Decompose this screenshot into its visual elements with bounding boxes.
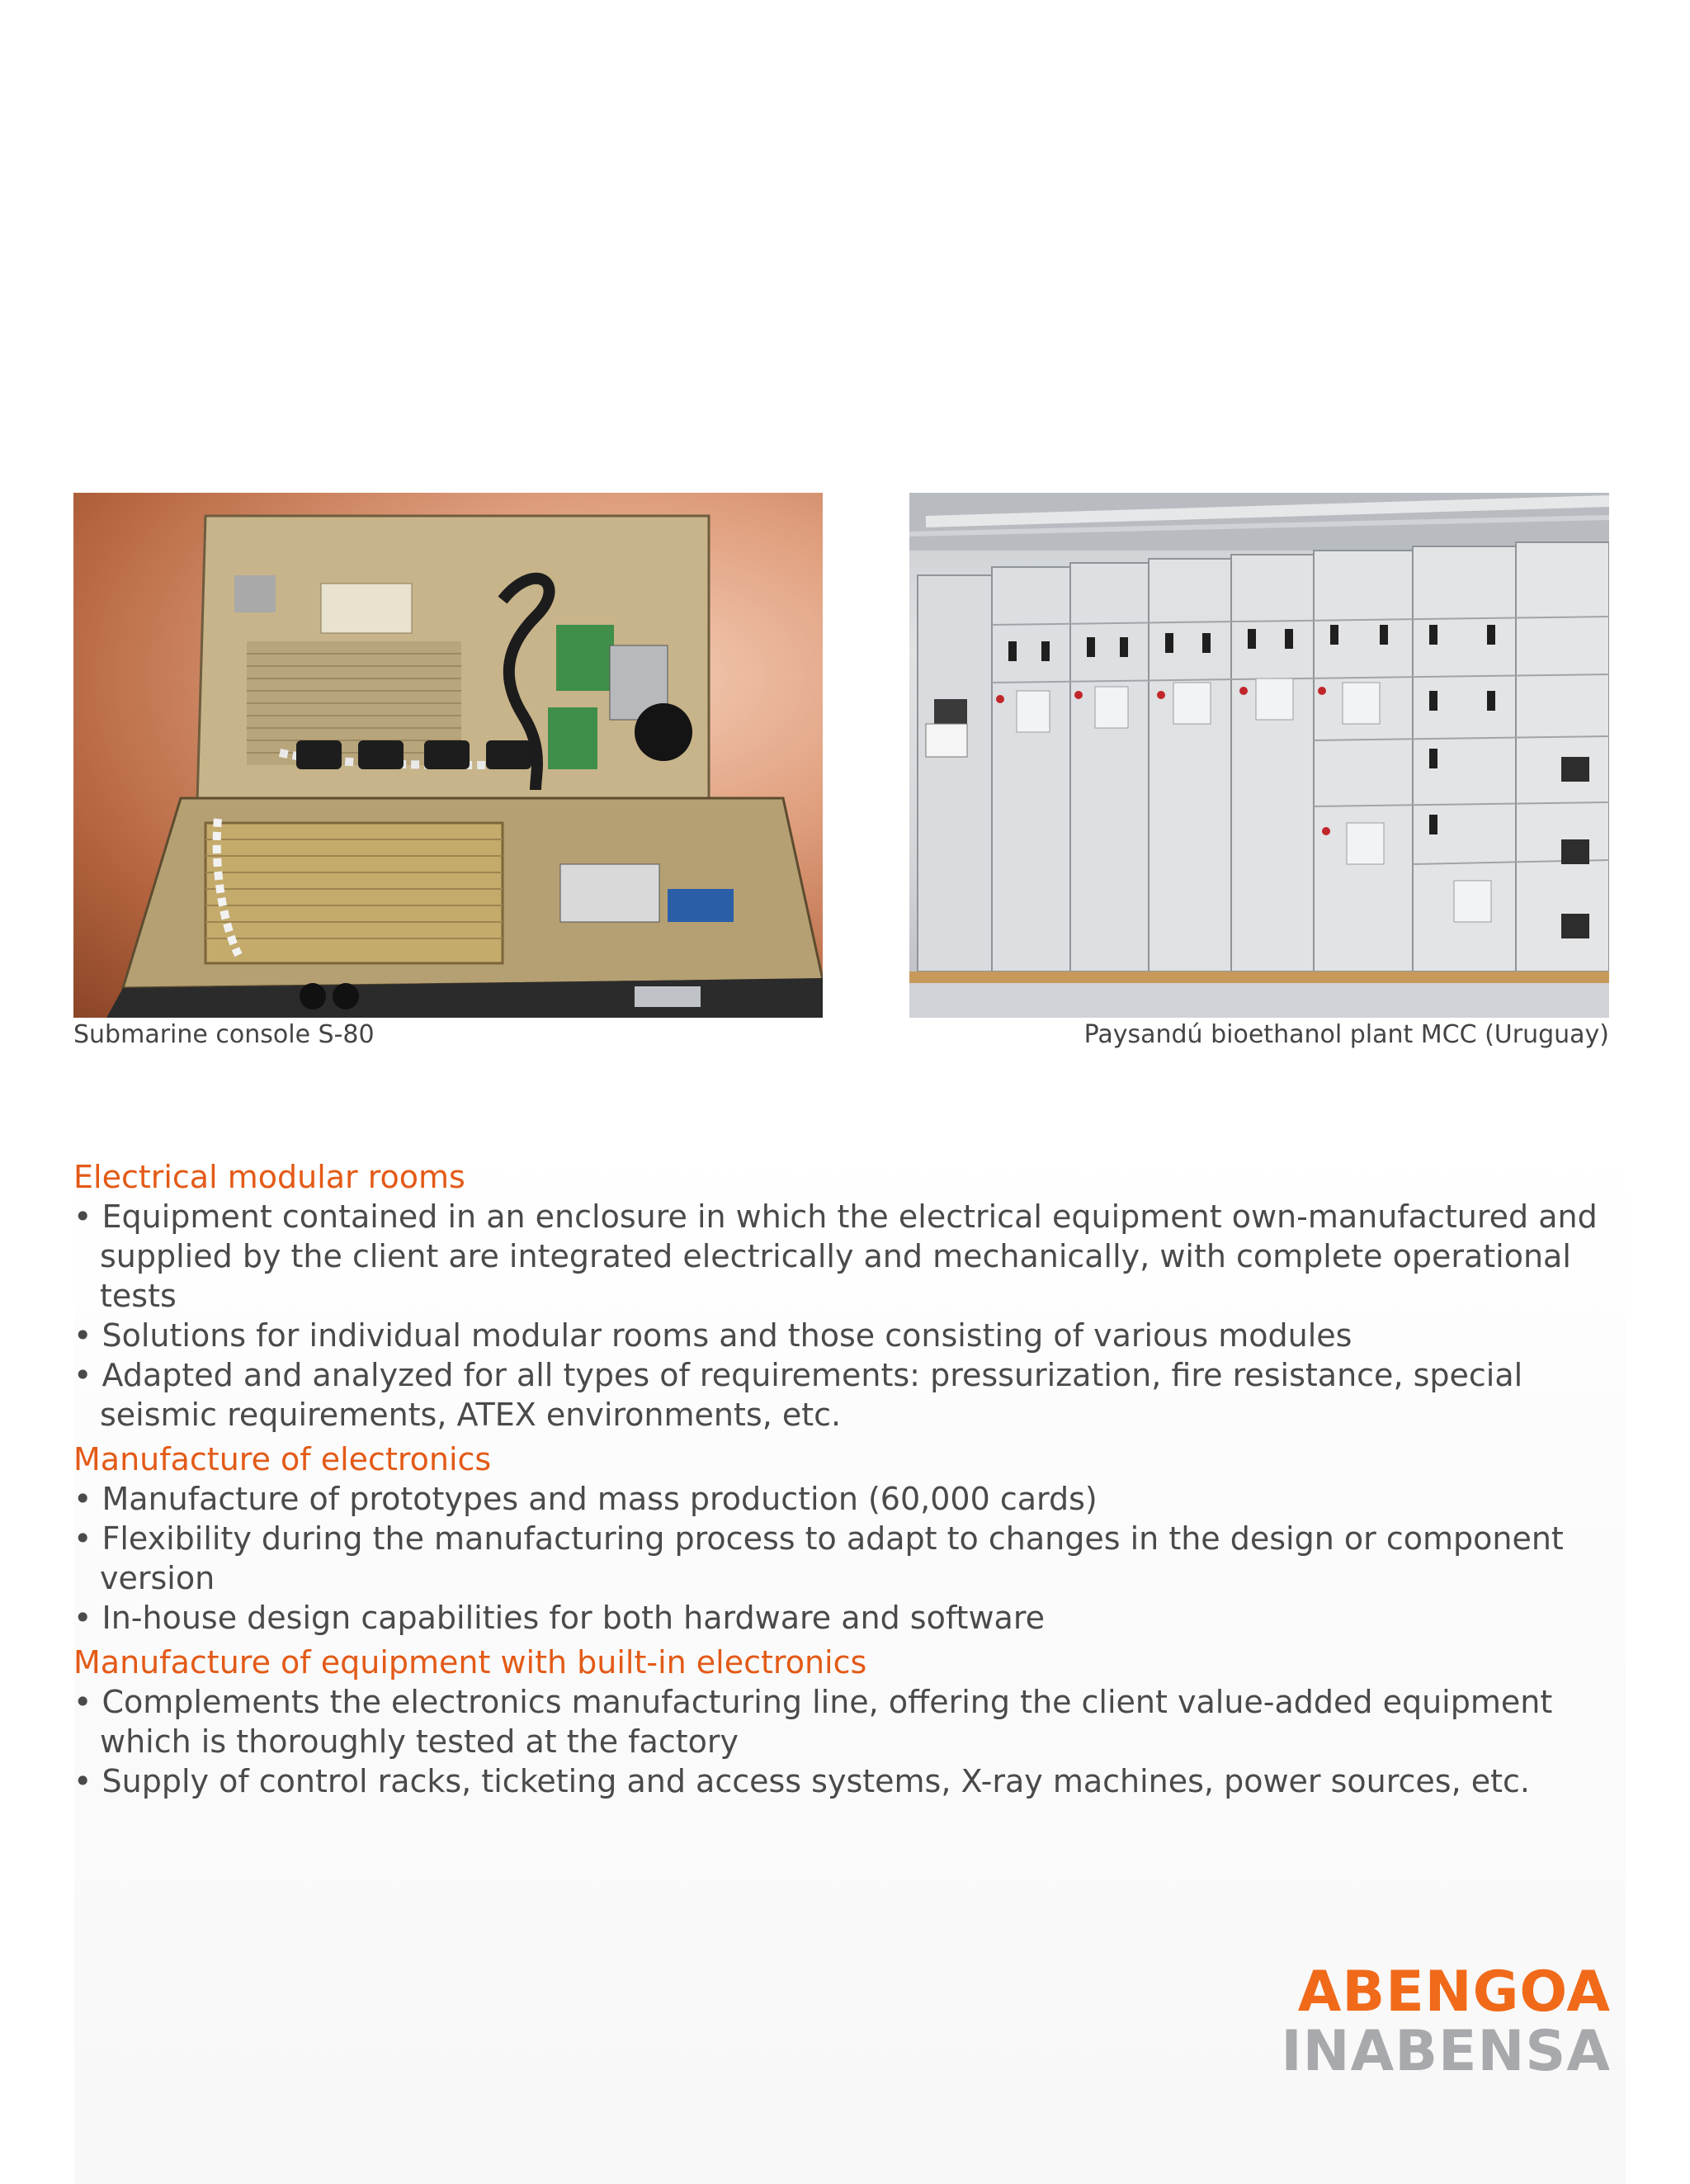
submarine-console-photo: [73, 493, 823, 1018]
logo-abengoa: ABENGOA: [1297, 1959, 1611, 2025]
content-body: [73, 1157, 1625, 1806]
list-item: • Equipment contained in an enclosure in which the electrical equipment own-manufactured and supplied by the client are integrated electrically and mechanically, with complete operational tests: [73, 1197, 1625, 1316]
section-title: Electrical modular rooms: [73, 1159, 465, 1195]
mcc-illustration: [909, 493, 1609, 1018]
bullet-list: [73, 1682, 1625, 1801]
console-illustration: [73, 493, 823, 1018]
list-item: • Adapted and analyzed for all types of requirements: pressurization, fire resistance, special seismic requirements, ATEX environments, etc.: [73, 1355, 1625, 1435]
list-item: • Complements the electronics manufacturing line, offering the client value-added equipment which is thoroughly tested at the factory: [73, 1682, 1625, 1761]
section-title: Manufacture of equipment with built-in electronics: [73, 1644, 867, 1681]
list-item: • Manufacture of prototypes and mass production (60,000 cards): [73, 1479, 1625, 1519]
console-caption: Submarine console S-80: [73, 1020, 375, 1049]
mcc-switchgear-photo: [909, 493, 1609, 1018]
company-logo: [1281, 1959, 1611, 2084]
mcc-caption: Paysandú bioethanol plant MCC (Uruguay): [1083, 1020, 1609, 1049]
bullet-list: [73, 1197, 1625, 1435]
section-title: Manufacture of electronics: [73, 1441, 492, 1477]
bullet-list: [73, 1479, 1625, 1638]
list-item: • Flexibility during the manufacturing process to adapt to changes in the design or component version: [73, 1519, 1625, 1598]
list-item: • In-house design capabilities for both hardware and software: [73, 1598, 1625, 1638]
list-item: • Supply of control racks, ticketing and access systems, X-ray machines, power sources, etc.: [73, 1761, 1625, 1801]
logo-inabensa: INABENSA: [1281, 2019, 1611, 2084]
list-item: • Solutions for individual modular rooms and those consisting of various modules: [73, 1316, 1625, 1355]
